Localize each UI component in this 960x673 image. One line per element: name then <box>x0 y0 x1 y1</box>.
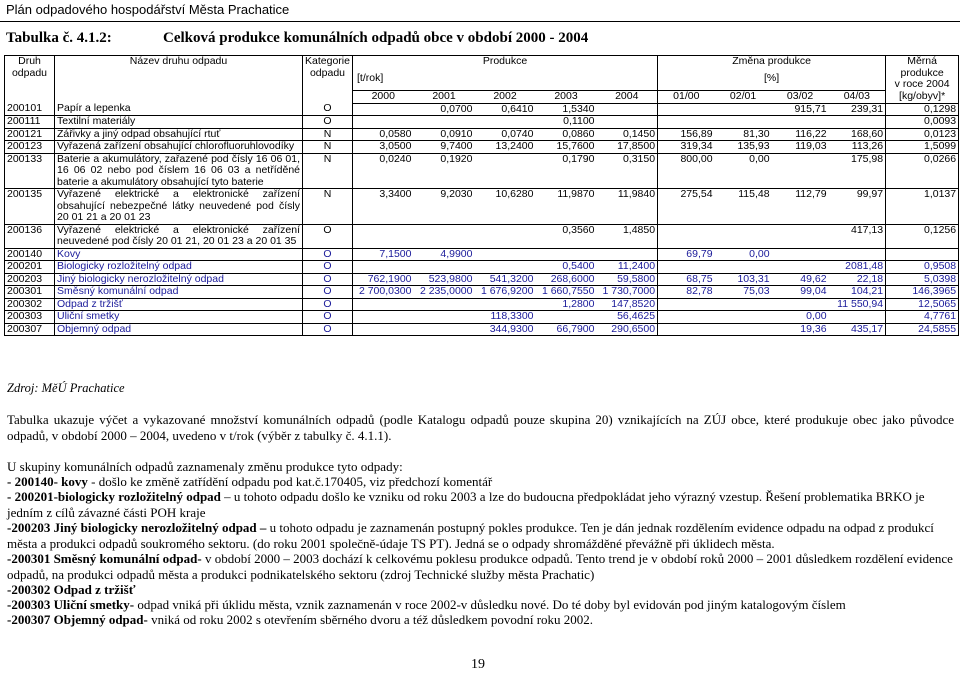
waste-category: N <box>303 153 353 189</box>
production-value: 0,3560 <box>536 224 597 248</box>
production-value <box>414 224 475 248</box>
change-item-label: - 200201-biologicky rozložitelný odpad <box>7 489 221 504</box>
table-row <box>5 103 959 116</box>
production-value: 0,0740 <box>475 128 536 141</box>
production-value: 66,7900 <box>536 323 597 336</box>
change-value <box>658 261 715 274</box>
production-value: 56,4625 <box>597 311 658 324</box>
change-value <box>658 298 715 311</box>
change-value <box>658 311 715 324</box>
change-item-text: odpad vniká při úklidu města, vznik zaznamenán v roce 2002-v důsledku nové. Do té doby byl evidován pod jiným katalogovým číslem <box>137 597 846 612</box>
specific-production: 146,3965 <box>886 286 959 299</box>
specific-production: 1,0137 <box>886 189 959 225</box>
table-row <box>5 273 959 286</box>
production-value: 59,5800 <box>597 273 658 286</box>
production-value <box>353 116 414 129</box>
change-item-text: v období 2000 – 2003 dochází k celkovému poklesu produkce odpadů. Tento trend je v období roků 2000 – 2001 důsledkem rozdělení evidence odpadů, na produkci odpadů města a produkci podnikatelského sektoru (zdroj Technické služby města Prachatic) <box>7 551 953 582</box>
change-value: 156,89 <box>658 128 715 141</box>
production-value <box>597 248 658 261</box>
waste-code: 200101 <box>5 103 55 116</box>
specific-production: 0,0123 <box>886 128 959 141</box>
production-value: 3,0500 <box>353 141 414 154</box>
production-value <box>353 298 414 311</box>
production-value: 9,2030 <box>414 189 475 225</box>
table-source: Zdroj: MěÚ Prachatice <box>7 381 125 395</box>
change-list-item <box>7 597 954 613</box>
waste-category: N <box>303 128 353 141</box>
change-value <box>715 261 772 274</box>
production-value: 0,0910 <box>414 128 475 141</box>
change-value: 417,13 <box>829 224 886 248</box>
col-header-production: Produkce <box>353 56 658 74</box>
waste-name: Biologicky rozložitelný odpad <box>55 261 303 274</box>
waste-code: 200133 <box>5 153 55 189</box>
production-value: 0,1790 <box>536 153 597 189</box>
waste-name: Textilní materiály <box>55 116 303 129</box>
production-value: 1,4850 <box>597 224 658 248</box>
waste-name: Kovy <box>55 248 303 261</box>
production-value: 344,9300 <box>475 323 536 336</box>
table-row <box>5 323 959 336</box>
change-value <box>658 103 715 116</box>
table-row <box>5 298 959 311</box>
col-header-specific-text: Měrná produkce <box>900 55 944 79</box>
production-value <box>536 248 597 261</box>
production-value: 0,0860 <box>536 128 597 141</box>
production-value: 0,1920 <box>414 153 475 189</box>
change-value: 82,78 <box>658 286 715 299</box>
production-value: 0,0580 <box>353 128 414 141</box>
production-value <box>414 298 475 311</box>
change-value: 915,71 <box>772 103 829 116</box>
change-value: 81,30 <box>715 128 772 141</box>
production-value: 118,3300 <box>475 311 536 324</box>
change-value <box>829 248 886 261</box>
change-list-item <box>7 582 954 598</box>
production-value: 7,1500 <box>353 248 414 261</box>
production-value <box>475 153 536 189</box>
waste-name: Objemný odpad <box>55 323 303 336</box>
waste-code: 200135 <box>5 189 55 225</box>
change-value: 0,00 <box>772 311 829 324</box>
change-value: 99,97 <box>829 189 886 225</box>
production-value: 523,9800 <box>414 273 475 286</box>
change-value: 135,93 <box>715 141 772 154</box>
production-value: 0,0700 <box>414 103 475 116</box>
change-value <box>658 116 715 129</box>
table-caption <box>6 30 589 47</box>
change-value: 113,26 <box>829 141 886 154</box>
change-value <box>772 153 829 189</box>
specific-production: 0,9508 <box>886 261 959 274</box>
production-value <box>414 261 475 274</box>
change-value <box>715 224 772 248</box>
change-item-text: u tohoto odpadu je zaznamenán postupný pokles produkce. Ten je dán jednak rozdělením evidence odpadu na odpad z produkcí města a produkci odpadů soukromého sektoru. (do roku 2001 společně-údaje TS PT). Jedná se o odpady shromážděné převážně při úklidech města. <box>7 520 934 551</box>
waste-code: 200121 <box>5 128 55 141</box>
waste-category: O <box>303 286 353 299</box>
change-value: 19,36 <box>772 323 829 336</box>
change-item-label: -200302 Odpad z tržišť <box>7 582 136 597</box>
change-value: 0,00 <box>715 248 772 261</box>
production-value <box>414 323 475 336</box>
specific-production: 1,5099 <box>886 141 959 154</box>
production-value <box>414 116 475 129</box>
change-value: 119,03 <box>772 141 829 154</box>
table-row <box>5 116 959 129</box>
production-value <box>475 224 536 248</box>
specific-production: 0,0266 <box>886 153 959 189</box>
change-value <box>715 103 772 116</box>
change-value <box>772 248 829 261</box>
waste-code: 200302 <box>5 298 55 311</box>
waste-category: O <box>303 103 353 116</box>
waste-code: 200303 <box>5 311 55 324</box>
waste-name: Jiný biologicky nerozložitelný odpad <box>55 273 303 286</box>
waste-name: Směsný komunální odpad <box>55 286 303 299</box>
production-value: 4,9900 <box>414 248 475 261</box>
change-value <box>772 261 829 274</box>
waste-code: 200307 <box>5 323 55 336</box>
change-value: 99,04 <box>772 286 829 299</box>
waste-category: O <box>303 261 353 274</box>
waste-category: O <box>303 248 353 261</box>
waste-code: 200203 <box>5 273 55 286</box>
production-value <box>597 116 658 129</box>
paragraph-intro: Tabulka ukazuje výčet a vykazované množství komunálních odpadů (podle Katalogu odpadů pouze skupina 20) vznikajících na ZÚJ obce, které produkuje obec jako původce odpadů, v období 2000 – 2004, uvedeno v t/rok (výběr z tabulky č. 4.1.1). <box>7 412 954 443</box>
waste-code: 200123 <box>5 141 55 154</box>
production-value: 1,5340 <box>536 103 597 116</box>
change-value <box>658 224 715 248</box>
change-value <box>772 116 829 129</box>
change-value: 435,17 <box>829 323 886 336</box>
specific-production <box>886 248 959 261</box>
production-value: 541,3200 <box>475 273 536 286</box>
col-header-year: 2002 <box>475 91 536 104</box>
production-value: 2 700,0300 <box>353 286 414 299</box>
change-value: 68,75 <box>658 273 715 286</box>
waste-production-table <box>4 55 959 336</box>
change-value <box>829 311 886 324</box>
change-list-item <box>7 551 954 582</box>
change-item-text: vniká od roku 2002 s otevřením sběrného dvoru a též důsledkem povodní roku 2002. <box>151 612 594 627</box>
waste-category: O <box>303 311 353 324</box>
waste-name: Zářivky a jiný odpad obsahující rtuť <box>55 128 303 141</box>
production-value: 1 660,7550 <box>536 286 597 299</box>
waste-category: N <box>303 141 353 154</box>
col-header-change-period: 01/00 <box>658 91 715 104</box>
specific-production: 0,1298 <box>886 103 959 116</box>
production-value <box>353 311 414 324</box>
waste-name: Uliční smetky <box>55 311 303 324</box>
production-value <box>475 298 536 311</box>
waste-name: Vyřazené elektrické a elektronické zařízení neuvedené pod čísly 20 01 21, 20 01 23 a 20 01 35 <box>55 224 303 248</box>
col-header-unit-trok: [t/rok] <box>353 73 658 91</box>
production-value: 0,1100 <box>536 116 597 129</box>
change-value <box>715 323 772 336</box>
specific-production: 0,1256 <box>886 224 959 248</box>
waste-code: 200301 <box>5 286 55 299</box>
production-value <box>353 103 414 116</box>
col-header-year: 2003 <box>536 91 597 104</box>
change-item-label: -200203 Jiný biologicky nerozložitelný odpad – <box>7 520 267 535</box>
col-header-year: 2004 <box>597 91 658 104</box>
table-row <box>5 311 959 324</box>
change-item-label: -200303 Uliční smetky- <box>7 597 135 612</box>
waste-name: Odpad z tržišť <box>55 298 303 311</box>
production-value: 1,2800 <box>536 298 597 311</box>
col-header-change-period: 02/01 <box>715 91 772 104</box>
waste-name: Vyřazená zařízení obsahující chlorofluoruhlovodíky <box>55 141 303 154</box>
waste-code: 200111 <box>5 116 55 129</box>
table-row <box>5 189 959 225</box>
waste-code: 200136 <box>5 224 55 248</box>
change-value <box>772 298 829 311</box>
change-item-label: -200307 Objemný odpad- <box>7 612 148 627</box>
change-value: 2081,48 <box>829 261 886 274</box>
change-list-item <box>7 474 954 490</box>
change-value: 75,03 <box>715 286 772 299</box>
production-value: 0,3150 <box>597 153 658 189</box>
col-header-specific <box>886 56 959 91</box>
change-value: 0,00 <box>715 153 772 189</box>
production-value <box>353 261 414 274</box>
waste-category: O <box>303 298 353 311</box>
document-header: Plán odpadového hospodářství Města Prachatice <box>6 2 290 17</box>
production-value: 1 676,9200 <box>475 286 536 299</box>
waste-code: 200201 <box>5 261 55 274</box>
change-value: 112,79 <box>772 189 829 225</box>
production-value: 3,3400 <box>353 189 414 225</box>
production-value: 9,7400 <box>414 141 475 154</box>
change-value: 49,62 <box>772 273 829 286</box>
change-value <box>715 298 772 311</box>
production-value <box>353 224 414 248</box>
change-value: 22,18 <box>829 273 886 286</box>
production-value: 17,8500 <box>597 141 658 154</box>
change-value: 800,00 <box>658 153 715 189</box>
table-row <box>5 141 959 154</box>
change-value: 103,31 <box>715 273 772 286</box>
col-header-code: Druh odpadu <box>5 56 55 104</box>
table-row <box>5 128 959 141</box>
table-caption-text: Celková produkce komunálních odpadů obce v období 2000 - 2004 <box>163 30 589 46</box>
change-value: 319,34 <box>658 141 715 154</box>
production-value: 0,1450 <box>597 128 658 141</box>
production-value: 0,6410 <box>475 103 536 116</box>
production-value: 11,9840 <box>597 189 658 225</box>
change-value <box>658 323 715 336</box>
col-header-change: Změna produkce <box>658 56 886 74</box>
col-header-category: Kategorie odpadu <box>303 56 353 104</box>
waste-category: O <box>303 273 353 286</box>
production-value <box>353 323 414 336</box>
table-row <box>5 286 959 299</box>
page-number: 19 <box>471 657 485 672</box>
change-value <box>715 311 772 324</box>
change-value: 239,31 <box>829 103 886 116</box>
change-value: 168,60 <box>829 128 886 141</box>
change-value: 69,79 <box>658 248 715 261</box>
waste-name: Papír a lepenka <box>55 103 303 116</box>
table-row <box>5 248 959 261</box>
change-list-item <box>7 612 954 628</box>
change-value <box>772 224 829 248</box>
change-item-label: -200301 Směsný komunální odpad- <box>7 551 202 566</box>
paragraph-changes-intro: U skupiny komunálních odpadů zaznamenaly změnu produkce tyto odpady: <box>7 459 403 474</box>
waste-category: O <box>303 323 353 336</box>
production-value: 268,6000 <box>536 273 597 286</box>
header-divider <box>0 21 960 22</box>
production-value: 0,5400 <box>536 261 597 274</box>
table-row <box>5 224 959 248</box>
production-value <box>597 103 658 116</box>
specific-production: 24,5855 <box>886 323 959 336</box>
production-value: 290,6500 <box>597 323 658 336</box>
waste-category: O <box>303 116 353 129</box>
production-value: 13,2400 <box>475 141 536 154</box>
specific-production: 12,5065 <box>886 298 959 311</box>
specific-production: 4,7761 <box>886 311 959 324</box>
production-value: 0,0240 <box>353 153 414 189</box>
change-item-label: - 200140- kovy <box>7 474 88 489</box>
production-value: 11,9870 <box>536 189 597 225</box>
col-header-name: Název druhu odpadu <box>55 56 303 104</box>
col-header-change-period: 03/02 <box>772 91 829 104</box>
col-header-change-period: 04/03 <box>829 91 886 104</box>
waste-code: 200140 <box>5 248 55 261</box>
table-row <box>5 261 959 274</box>
change-value: 275,54 <box>658 189 715 225</box>
change-value: 104,21 <box>829 286 886 299</box>
change-value: 115,48 <box>715 189 772 225</box>
change-item-text: - došlo ke změně zatřídění odpadu pod kat.č.170405, viz předchozí komentář <box>91 474 493 489</box>
waste-name: Vyřazené elektrické a elektronické zařízení obsahující nebezpečné látky neuvedené pod čísly 20 01 21 a 20 01 23 <box>55 189 303 225</box>
specific-production: 0,0093 <box>886 116 959 129</box>
change-value <box>829 116 886 129</box>
production-value: 2 235,0000 <box>414 286 475 299</box>
col-header-year: 2000 <box>353 91 414 104</box>
change-item-text: – u tohoto odpadu došlo ke vzniku od roku 2003 a lze do budoucna předpokládat jeho výrazný vzestup. Řešení problematika BRKO je jedním z cílů závazné části POH kraje <box>7 489 925 520</box>
waste-category: O <box>303 224 353 248</box>
production-value: 10,6280 <box>475 189 536 225</box>
production-value: 1 730,7000 <box>597 286 658 299</box>
col-header-year-2004: v roce 2004 <box>894 78 950 90</box>
waste-category: N <box>303 189 353 225</box>
production-value <box>475 261 536 274</box>
change-list-item <box>7 520 954 551</box>
production-value: 147,8520 <box>597 298 658 311</box>
change-value: 11 550,94 <box>829 298 886 311</box>
change-value: 175,98 <box>829 153 886 189</box>
change-list-item <box>7 489 954 520</box>
production-value: 762,1900 <box>353 273 414 286</box>
production-value: 11,2400 <box>597 261 658 274</box>
col-header-unit-pct: [%] <box>658 73 886 91</box>
production-value: 15,7600 <box>536 141 597 154</box>
table-row <box>5 153 959 189</box>
production-value <box>536 311 597 324</box>
col-header-year: 2001 <box>414 91 475 104</box>
production-value <box>475 248 536 261</box>
production-value <box>414 311 475 324</box>
specific-production: 5,0398 <box>886 273 959 286</box>
table-caption-label: Tabulka č. 4.1.2: <box>6 30 112 46</box>
waste-name: Baterie a akumulátory, zařazené pod čísly 16 06 01, 16 06 02 nebo pod číslem 16 06 03 a netříděné baterie a akumulátory obsahující tyto baterie <box>55 153 303 189</box>
change-value <box>715 116 772 129</box>
change-value: 116,22 <box>772 128 829 141</box>
production-value <box>475 116 536 129</box>
col-header-unit-kg: [kg/obyv]* <box>886 91 959 104</box>
